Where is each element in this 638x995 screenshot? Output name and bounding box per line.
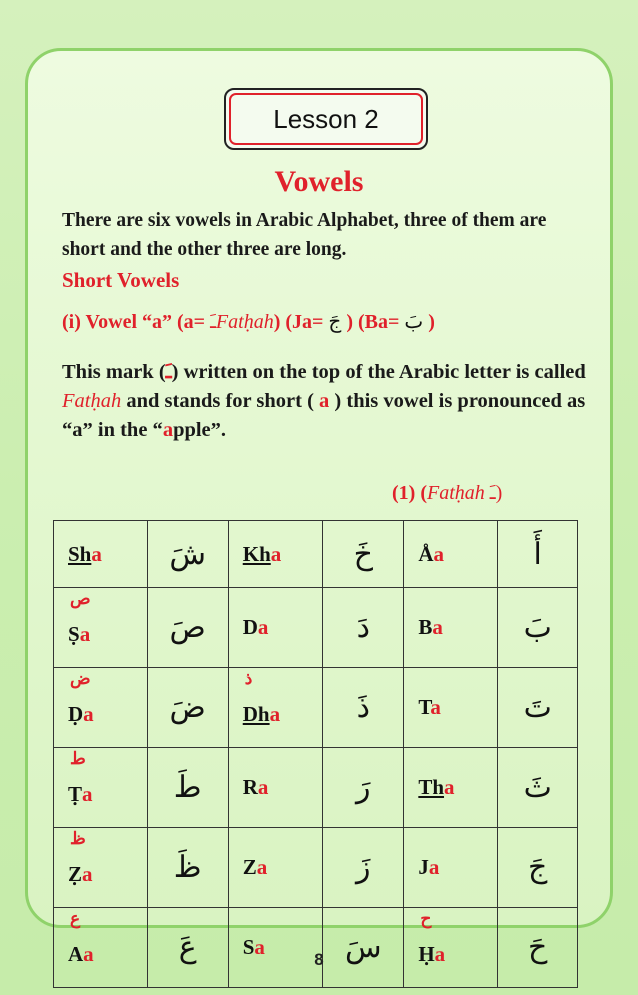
consonant-text: Ḥ [418,941,435,966]
arabic-letter-cell: ذَ [323,668,404,748]
arabic-letter-cell: حَ [498,908,578,988]
vowel-text: a [428,855,440,879]
transliteration-cell [228,908,322,988]
transliteration-cell [404,828,498,908]
vowel-text: a [82,781,93,806]
transliteration-cell [54,748,148,828]
lesson-box [224,88,428,150]
consonant-text: Sh [68,541,92,566]
ba-prefix: ) (Ba= [341,311,405,333]
transliteration-cell [228,828,322,908]
vowel-text: a [430,695,441,719]
fathah-label-name: Fatḥah [426,482,485,504]
explanation-term: Fatḥah [62,390,122,412]
consonant-text: Dh [242,701,270,726]
table-row [54,521,578,588]
intro-paragraph: There are six vowels in Arabic Alphabet, three of them are short and the other three are long. [62,210,547,260]
consonant-text: Kh [242,541,271,566]
table-row [54,748,578,828]
consonant-text: A [68,941,84,966]
explanation-part3: and stands for short ( [121,390,320,412]
ja-char: جَ [328,311,342,333]
arabic-letter-cell: ثَ [498,748,578,828]
letter-note: ح [420,909,432,928]
vowel-text: a [432,615,443,639]
transliteration-cell [404,588,498,668]
transliteration-cell [404,521,498,588]
transliteration-cell [54,668,148,748]
ja-prefix: ) (Ja= [273,311,329,333]
vowel-text: a [257,615,269,639]
consonant-text: J [418,855,429,879]
page-title: Vowels [274,165,364,198]
consonant-text: Ẓ [68,861,83,886]
letter-note: ع [70,909,81,928]
transliteration-cell [228,521,322,588]
fathah-label-mark: ـَ) [484,482,503,504]
letter-note: ض [70,669,91,688]
vowel-text: a [433,541,444,566]
arabic-letter-cell: شَ [147,521,228,588]
fathah-label-number: (1) ( [392,482,427,504]
explanation-part1: This mark ( [62,361,166,383]
vowel-text: a [79,621,91,646]
transliteration-cell [54,908,148,988]
letter-note: ظ [70,829,86,848]
consonant-text: S [242,935,255,959]
vowel-text: a [269,701,281,726]
letter-note: ذ [244,669,253,688]
transliteration-cell [54,521,148,588]
arabic-letter-cell: رَ [323,748,404,828]
arabic-letter-cell: بَ [498,588,578,668]
ba-char: بَ [404,311,424,333]
arabic-letter-cell: أَ [498,521,578,588]
explanation-apple-a: a [162,419,174,441]
table-row [54,908,578,988]
arabic-letter-cell: جَ [498,828,578,908]
arabic-letter-cell: دَ [323,588,404,668]
arabic-letter-cell: خَ [323,521,404,588]
consonant-text: Ṭ [68,781,83,806]
lesson-label: Lesson 2 [229,93,423,145]
vowel-text: a [257,775,269,799]
fathah-section-label [392,480,502,505]
vowel-text: a [254,935,265,959]
vowel-text: a [434,941,446,966]
vowel-text: a [270,541,282,566]
transliteration-cell [54,588,148,668]
table-row [54,588,578,668]
arabic-letter-cell: صَ [147,588,228,668]
vowel-text: a [82,861,93,886]
transliteration-cell [228,588,322,668]
transliteration-cell [404,748,498,828]
consonant-text: Th [418,775,445,799]
transliteration-cell [404,668,498,748]
transliteration-cell [228,668,322,748]
vowel-text: a [256,855,268,879]
vowel-text: a [91,541,102,566]
arabic-letter-cell: ضَ [147,668,228,748]
transliteration-cell [228,748,322,828]
consonant-text: D [242,615,258,639]
consonant-text: Å [418,541,434,566]
arabic-letter-cell: سَ [323,908,404,988]
explanation-paragraph [62,358,592,445]
explanation-mark: ـَ [165,361,172,383]
fathah-name: Fatḥah [215,311,274,333]
vowel-definition-line [62,309,602,334]
explanation-part2: ) written on the top of the Arabic letter is called [171,361,586,383]
arabic-letter-cell: زَ [323,828,404,908]
transliteration-cell [54,828,148,908]
consonant-text: Ḍ [68,701,84,726]
fathah-letters-table [53,520,578,988]
explanation-short-a: a [319,390,330,412]
consonant-text: R [242,775,258,799]
fathah-mark: ـَ [210,311,216,333]
arabic-letter-cell: ظَ [147,828,228,908]
explanation-part4: ) this vowel is pronounced as “a” in the “ [62,390,586,441]
short-vowels-heading: Short Vowels [62,268,180,292]
vowel-line-close: ) [423,311,435,333]
vowel-text: a [444,775,455,799]
table-row [54,828,578,908]
page-number: 8 [314,950,324,969]
explanation-apple-rest: pple”. [173,419,227,441]
letter-note: ط [70,749,86,768]
consonant-text: Ṣ [68,621,80,646]
consonant-text: B [418,615,433,639]
vowel-text: a [83,941,94,966]
arabic-letter-cell: طَ [147,748,228,828]
vowel-text: a [83,701,94,726]
consonant-text: Z [242,855,257,879]
transliteration-cell [404,908,498,988]
arabic-letter-cell: تَ [498,668,578,748]
vowel-line-prefix: (i) Vowel “a” (a= [62,311,211,333]
letter-note: ص [70,589,91,608]
arabic-letter-cell: عَ [147,908,228,988]
table-row [54,668,578,748]
consonant-text: T [418,695,431,719]
